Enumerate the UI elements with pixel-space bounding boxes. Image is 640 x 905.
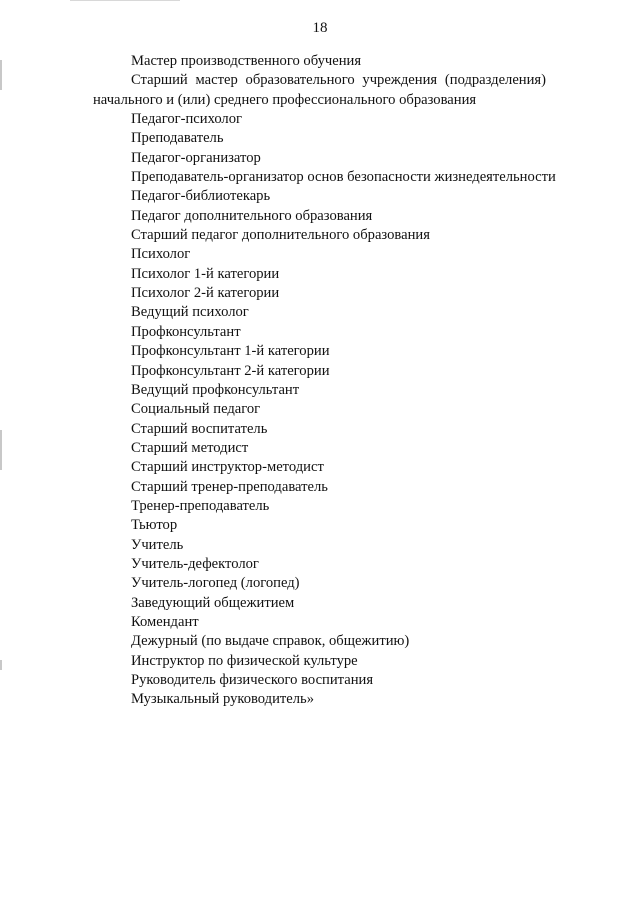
list-item: Ведущий профконсультант <box>131 381 300 398</box>
page-number: 18 <box>312 20 328 36</box>
list-item: Старший педагог дополнительного образования <box>131 227 430 244</box>
list-item: Педагог-психолог <box>131 111 242 128</box>
list-item: Преподаватель-организатор основ безопасности жизнедеятельности <box>131 169 556 186</box>
list-item: Учитель-логопед (логопед) <box>131 575 300 592</box>
list-item: Руководитель физического воспитания <box>131 672 374 688</box>
scan-artifact-top <box>70 0 180 1</box>
list-item: Комендант <box>131 613 199 630</box>
list-item: Старший воспитатель <box>131 420 268 437</box>
list-item: Старший тренер-преподаватель <box>131 478 328 495</box>
list-item: Тренер-преподаватель <box>131 497 270 514</box>
list-item: Музыкальный руководитель» <box>131 691 315 708</box>
list-item: Психолог 2-й категории <box>131 285 280 302</box>
list-item: Социальный педагог <box>131 401 261 418</box>
list-item: Старший инструктор-методист <box>131 459 324 476</box>
list-item: Педагог дополнительного образования <box>131 207 373 224</box>
list-item: Преподаватель <box>131 130 224 147</box>
list-item: Ведущий психолог <box>131 304 249 321</box>
list-item: Старший мастер образовательного учреждения (подразделения) начального и (или) среднего профессионального образования <box>93 72 546 108</box>
list-item: Инструктор по физической культуре <box>131 652 358 669</box>
list-item: Педагог-библиотекарь <box>131 188 271 205</box>
position-list <box>0 52 640 710</box>
list-item: Мастер производственного обучения <box>131 53 362 69</box>
list-item: Профконсультант 2-й категории <box>131 362 330 379</box>
list-item: Психолог <box>131 246 191 263</box>
list-item: Профконсультант 1-й категории <box>131 343 330 360</box>
list-item: Заведующий общежитием <box>131 594 295 611</box>
list-item: Профконсультант <box>131 323 241 340</box>
list-item: Дежурный (по выдаче справок, общежитию) <box>131 633 410 650</box>
list-item: Старший методист <box>131 439 249 456</box>
list-item: Педагог-организатор <box>131 149 261 166</box>
list-item: Учитель <box>131 536 184 553</box>
list-item: Учитель-дефектолог <box>131 555 259 572</box>
list-item: Тьютор <box>131 517 178 534</box>
list-item: Психолог 1-й категории <box>131 265 280 282</box>
